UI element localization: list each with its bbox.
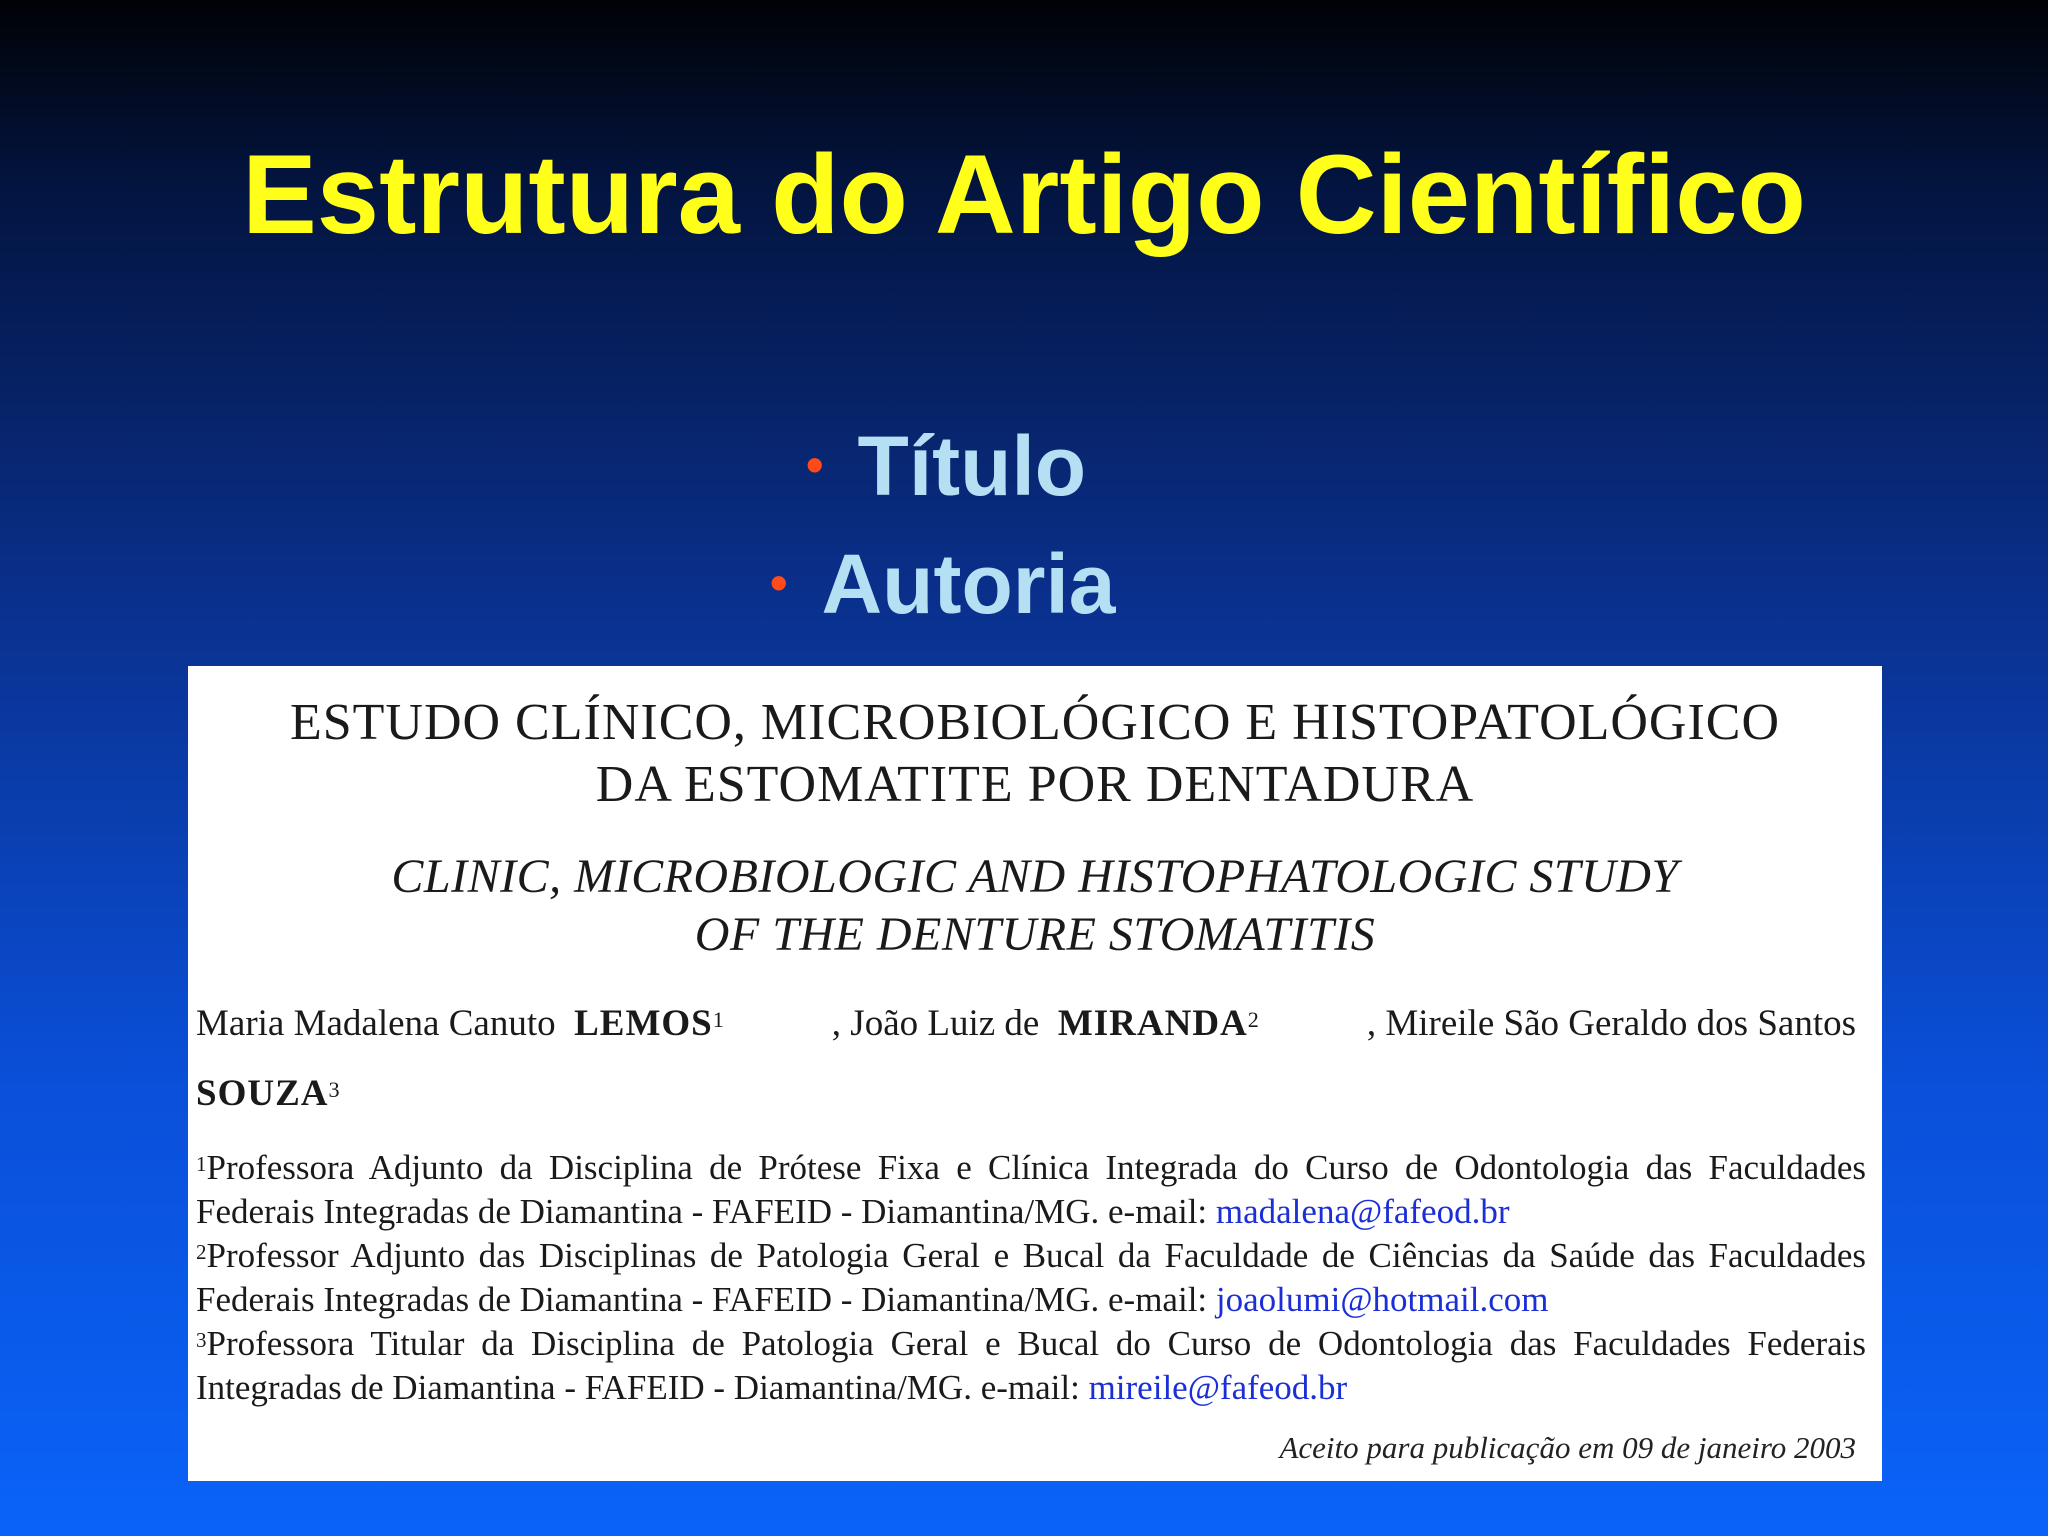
author-1: Maria Madalena Canuto LEMOS$^1$ xyxy=(196,1003,724,1044)
author-3-given: , Mireile São Geraldo dos Santos xyxy=(1366,1003,1856,1044)
affiliation-list xyxy=(196,1146,1866,1410)
bullet-item-titulo xyxy=(806,416,1086,523)
affiliation-3: $^3$Professora Titular da Disciplina de Patologia Geral e Bucal do Curso de Odontologia das Faculdades Federais Integradas de Diamantina - FAFEID - Diamantina/MG. e-mail: mireile@fafeod.br xyxy=(196,1324,1866,1407)
author-1-surname: LEMOS xyxy=(574,1003,713,1044)
email-link: mireile@fafeod.br xyxy=(1088,1368,1348,1407)
bullet-dot-icon: • xyxy=(806,436,824,493)
affiliation-1: $^1$Professora Adjunto da Disciplina de Prótese Fixa e Clínica Integrada do Curso de Odontologia das Faculdades Federais Integradas de Diamantina - FAFEID - Diamantina/MG. e-mail: madalena@fafeod.br xyxy=(196,1148,1866,1231)
article-title-pt xyxy=(188,692,1882,816)
email-link: madalena@fafeod.br xyxy=(1215,1192,1510,1231)
affiliation-2: $^2$Professor Adjunto das Disciplinas de Patologia Geral e Bucal da Faculdade de Ciências da Saúde das Faculdades Federais Integradas de Diamantina - FAFEID - Diamantina/MG. e-mail: joaolumi@hotmail.com xyxy=(196,1236,1866,1319)
acceptance-note: Aceito para publicação em 09 de janeiro 2003 xyxy=(1279,1430,1856,1465)
bullet-dot-icon: • xyxy=(770,554,788,611)
article-title-en xyxy=(188,848,1882,964)
bullet-item-autoria xyxy=(770,534,1116,641)
article-image xyxy=(188,666,1882,1481)
article-title-pt-line1: ESTUDO CLÍNICO, MICROBIOLÓGICO E HISTOPATOLÓGICO xyxy=(289,694,1781,751)
email-link: joaolumi@hotmail.com xyxy=(1215,1280,1549,1319)
bullet-text: Autoria xyxy=(821,537,1116,631)
author-3-surname: SOUZA xyxy=(196,1073,329,1114)
article-title-en-line1: CLINIC, MICROBIOLOGIC AND HISTOPHATOLOGIC STUDY xyxy=(391,850,1679,903)
bullet-text: Título xyxy=(857,419,1087,513)
article-title-pt-line2: DA ESTOMATITE POR DENTADURA xyxy=(595,756,1475,813)
author-list xyxy=(196,1002,1856,1116)
slide-title: Estrutura do Artigo Científico xyxy=(242,132,1806,257)
author-2: , João Luiz de MIRANDA$^2$ xyxy=(831,1003,1259,1044)
author-2-surname: MIRANDA xyxy=(1057,1003,1248,1044)
author-3: SOUZA$^3$ xyxy=(196,1073,340,1114)
article-title-en-line2: OF THE DENTURE STOMATITIS xyxy=(694,908,1376,961)
